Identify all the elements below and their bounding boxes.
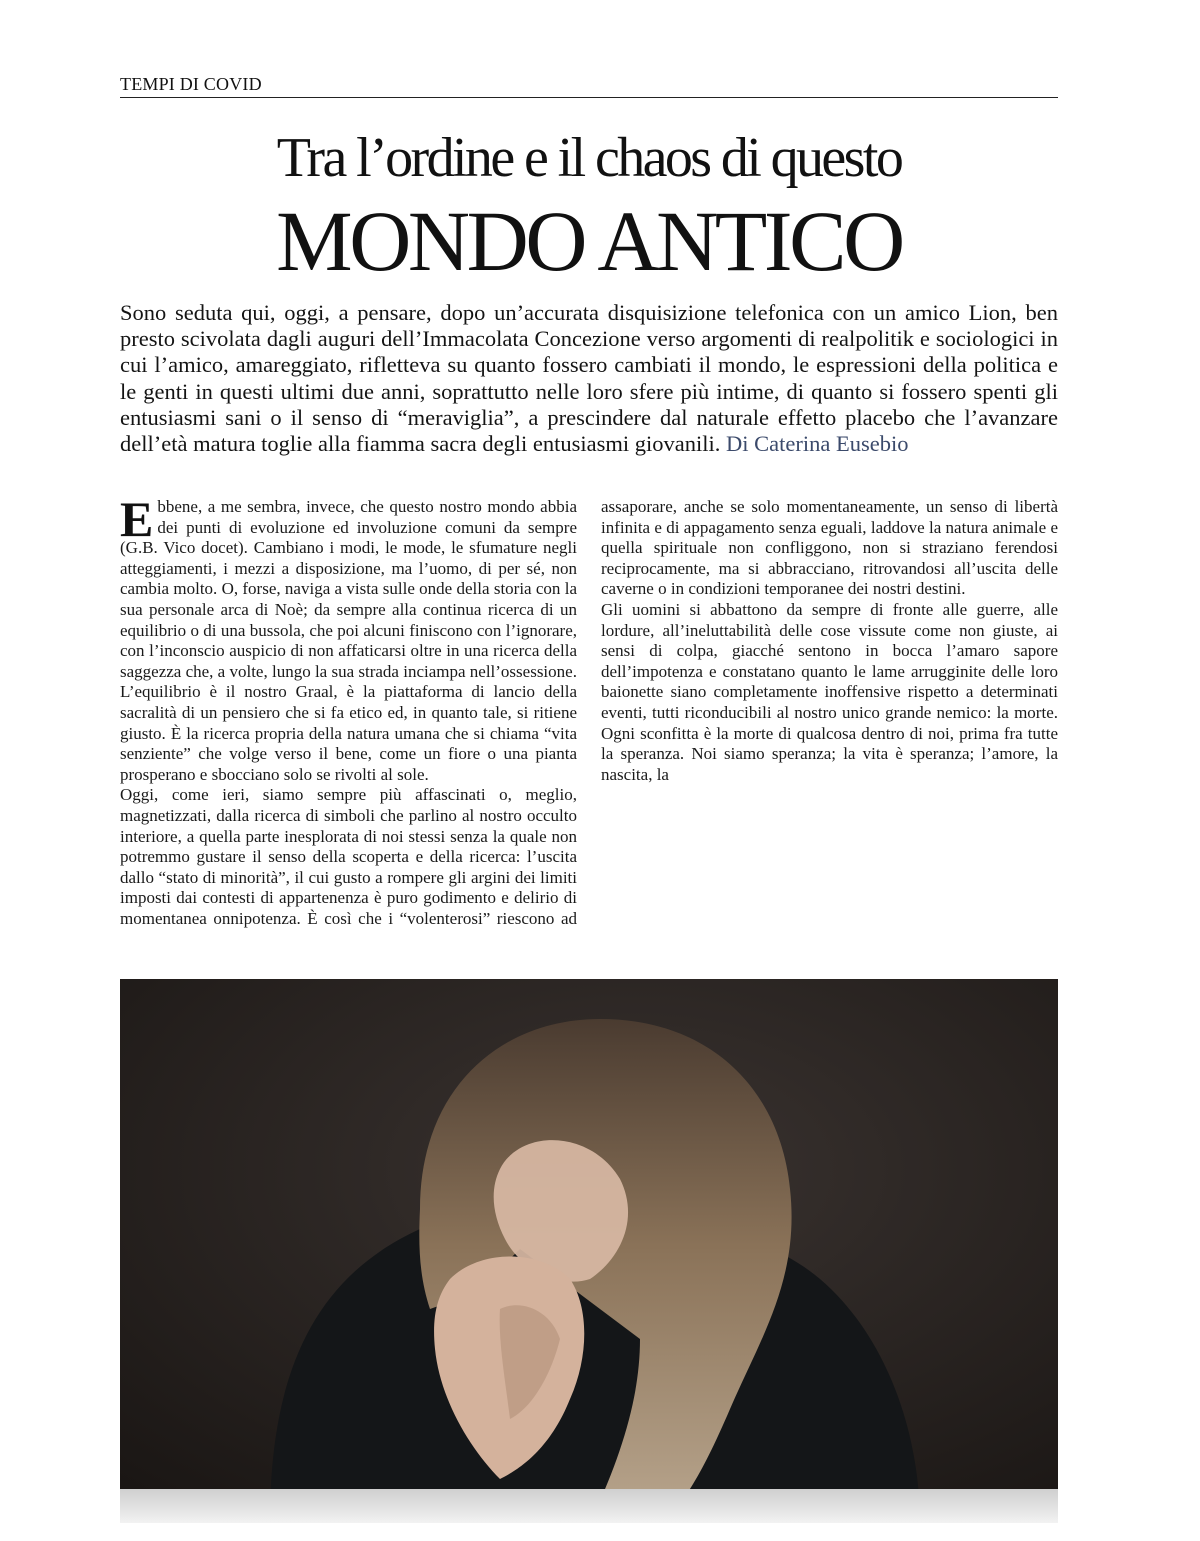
article-kicker: Tra l’ordine e il chaos di questo	[276, 127, 902, 189]
header-rule	[120, 97, 1058, 98]
article-photo	[120, 979, 1058, 1523]
body-paragraph	[120, 497, 577, 682]
table-surface	[120, 1489, 1058, 1523]
article-title: MONDO ANTICO	[276, 193, 902, 289]
drop-cap: E	[120, 497, 154, 547]
lead-text: Sono seduta qui, oggi, a pensare, dopo un’accurata disquisizione telefonica con un amico Lion, ben presto scivolata dagli auguri dell’Immacolata Concezione verso argomenti di realpolitik e sociologici in cui l’amico, amareggiato, rifletteva su quanto fossero cambiati il mondo, le espressioni della politica e le genti in questi ultimi due anni, soprattutto nelle loro sfere più intime, di quanto si fossero spenti gli entusiasmi sani o il senso di “meraviglia”, a prescindere dal naturale effetto placebo che l’avanzare dell’età matura toglie alla fiamma sacra degli entusiasmi giovanili.	[120, 300, 1058, 457]
body-paragraph: Oggi, come ieri, siamo sempre più affascinati o, meglio, magnetizzati, dalla ricerca di simboli che parlino al nostro occulto interiore, a quella parte inesplorata di noi stessi senza la quale non potremmo gustare il senso della scoperta e della ricerca: l’uscita dallo “stato di minorità”, il cui gusto a rompere gli argini dei limiti imposti dai contesti di appartenenza è puro godimento e delirio di momentanea onnipotenza. È così che i “volenterosi” riescono ad assaporare, anche se solo momentaneamente, un senso di libertà infinita e di appagamento senza eguali, laddove la natura animale e quella spirituale non confliggono, non si straziano ferendosi reciprocamente, ma si abbracciano, ritrovandosi all’uscita delle caverne o in condizioni temporanee dei nostri destini.	[120, 497, 1058, 928]
paragraph-text: bbene, a me sembra, invece, che questo nostro mondo abbia dei punti di evoluzione ed involuzione comuni da sempre (G.B. Vico docet). Cambiano i modi, le mode, le sfumature negli atteggiamenti, i mezzi a disposizione, ma l’uomo, di per sé, non cambia molto. O, forse, naviga a vista sulle onde della storia con la sua personale arca di Noè; da sempre alla continua ricerca di un equilibrio o di una bussola, che poi alcuni finiscono con l’ignorare, con l’inconscio auspicio di non affaticarsi oltre in una ricerca della saggezza che, a volte, lungo la sua strada inciampa nell’ossessione.	[120, 497, 577, 681]
article-body	[120, 497, 1058, 949]
section-label: TEMPI DI COVID	[120, 74, 262, 94]
body-paragraph: Gli uomini si abbattono da sempre di fronte alle guerre, alle lordure, all’ineluttabilità delle cose vissute come non giuste, ai sensi di colpa, giacché sentono in bocca l’amaro sapore dell’impotenza e constatano quanto le lame arrugginite delle loro baionette siano completamente inoffensive rispetto a determinati eventi, tutti riconducibili al nostro unico grande nemico: la morte. Ogni sconfitta è la morte di qualcosa dentro di noi, prima fra tutte la speranza. Noi siamo speranza; la vita è speranza; l’amore, la nascita, la	[601, 599, 1058, 784]
byline: Di Caterina Eusebio	[726, 431, 909, 457]
photo-illustration	[120, 979, 1058, 1523]
body-paragraph: L’equilibrio è il nostro Graal, è la piattaforma di lancio della sacralità di un pensiero che si fa etico ed, in quanto tale, si ritiene giusto. È la ricerca propria della natura umana che si chiama “vita senziente” che volge verso il bene, come un fiore o una pianta prosperano e sbocciano solo se rivolti al sole.	[120, 682, 577, 784]
article-lead	[120, 300, 1058, 457]
